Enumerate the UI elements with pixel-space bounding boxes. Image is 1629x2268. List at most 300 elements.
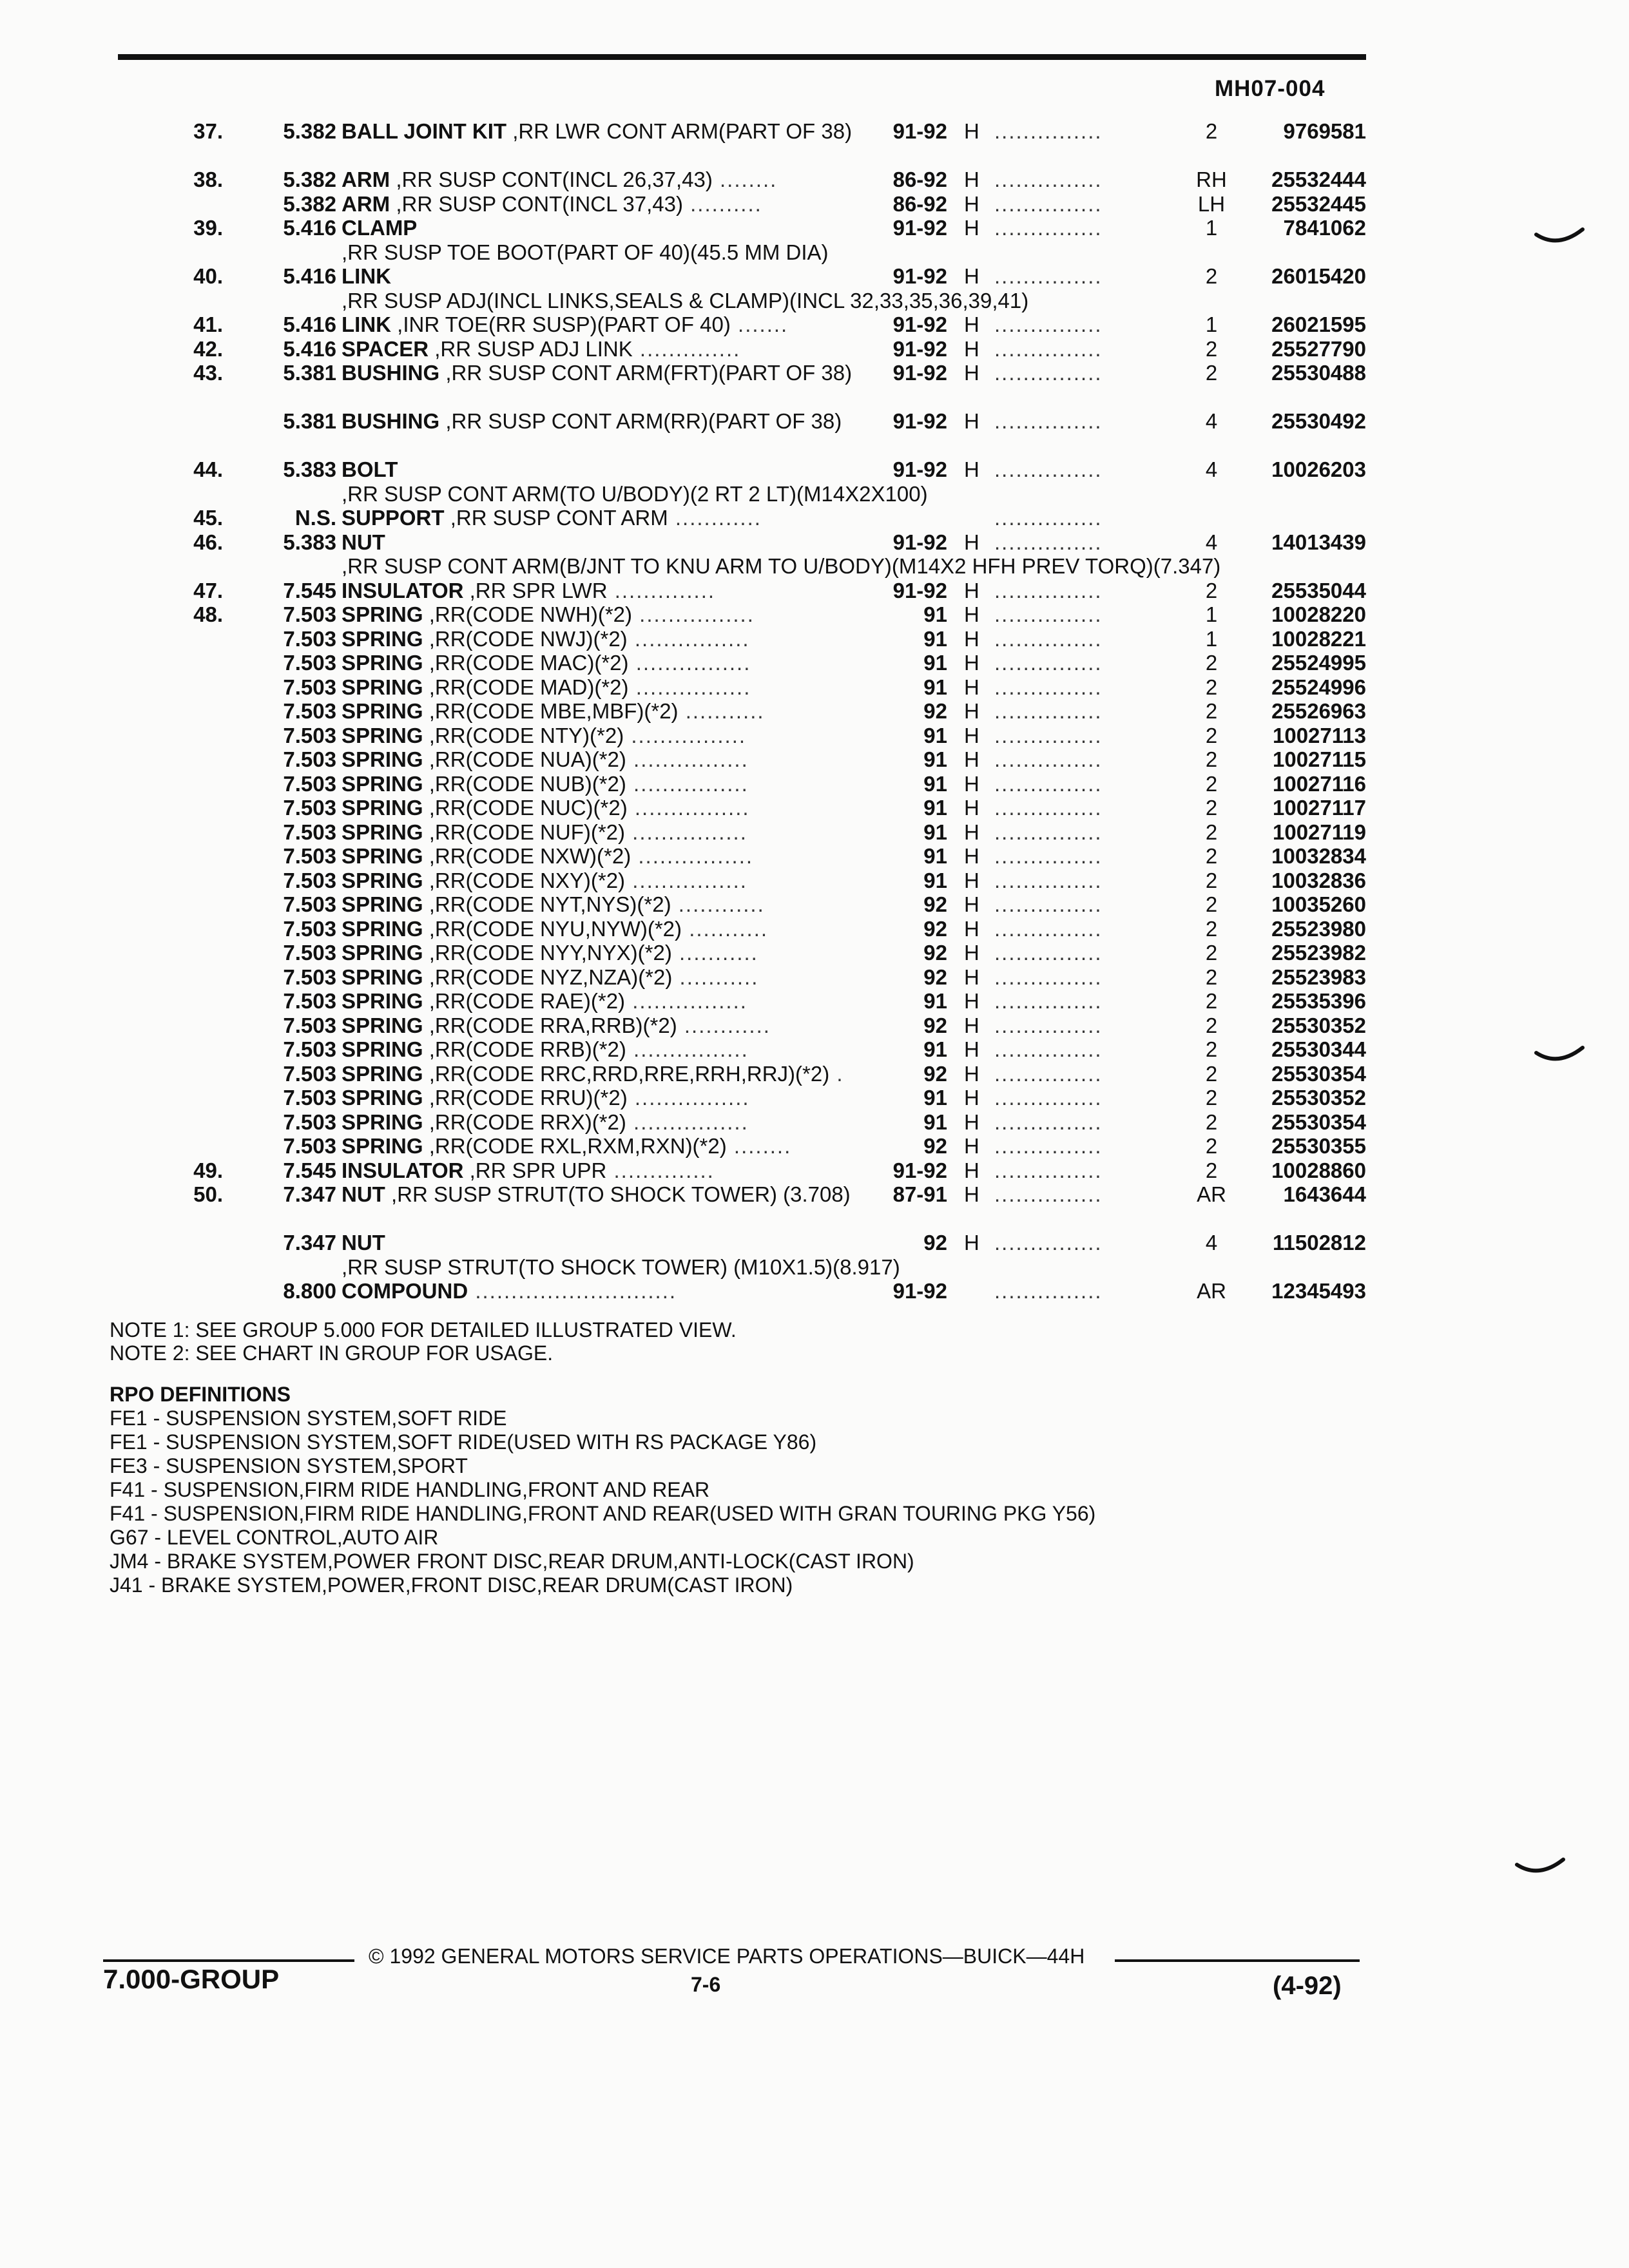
page-number: 7-6 bbox=[691, 1973, 721, 1996]
group-number: 5.382 bbox=[283, 119, 336, 143]
quantity: 4 bbox=[1205, 409, 1218, 433]
part-description bbox=[342, 651, 863, 675]
part-description bbox=[342, 1086, 863, 1110]
table-row bbox=[0, 1037, 1629, 1062]
part-detail: ,RR(CODE NYT,NYS)(*2) bbox=[423, 892, 671, 916]
quantity: 2 bbox=[1205, 651, 1218, 675]
table-row bbox=[0, 892, 1629, 917]
part-description bbox=[342, 1182, 863, 1207]
part-detail: ,RR SUSP CONT ARM(RR)(PART OF 38) bbox=[439, 409, 842, 433]
series-code: H bbox=[964, 626, 979, 651]
ref-number: 41. bbox=[193, 312, 223, 336]
part-name: LINK bbox=[342, 312, 391, 336]
part-number: 14013439 bbox=[1271, 530, 1366, 554]
leader-dots: ................ bbox=[631, 844, 754, 868]
leader-dots: ................ bbox=[626, 1037, 749, 1061]
table-row bbox=[0, 747, 1629, 772]
quantity: 2 bbox=[1205, 675, 1218, 699]
part-description bbox=[342, 1014, 863, 1038]
part-description bbox=[342, 506, 863, 530]
part-description bbox=[342, 216, 863, 264]
leader-dots: ............... bbox=[994, 457, 1103, 481]
table-row bbox=[0, 457, 1629, 506]
part-name: SPRING bbox=[342, 820, 423, 844]
part-number: 25532445 bbox=[1271, 191, 1366, 216]
part-detail: ,RR SUSP CONT ARM(FRT)(PART OF 38) bbox=[439, 361, 853, 385]
part-detail: ,RR(CODE RRB)(*2) bbox=[423, 1037, 626, 1061]
leader-dots: ............... bbox=[994, 1158, 1103, 1182]
part-detail: ,RR(CODE RRU)(*2) bbox=[423, 1086, 628, 1110]
leader-dots: ................ bbox=[632, 602, 755, 626]
group-number: 7.347 bbox=[283, 1231, 336, 1254]
group-number: 5.416 bbox=[283, 336, 336, 361]
leader-dots: ............... bbox=[994, 916, 1103, 941]
quantity: 2 bbox=[1205, 771, 1218, 796]
part-detail: ,RR SUSP ADJ(INCL LINKS,SEALS & CLAMP)(INCL 32,33,35,36,39,41) bbox=[342, 288, 1029, 312]
part-detail: ,RR(CODE RXL,RXM,RXN)(*2) bbox=[423, 1134, 727, 1158]
leader-dots: ........... bbox=[682, 916, 769, 941]
leader-dots: ................ bbox=[628, 675, 751, 699]
leader-dots: ............... bbox=[994, 336, 1103, 361]
ref-number: 39. bbox=[193, 216, 223, 240]
part-name: SPRING bbox=[342, 989, 423, 1013]
leader-dots: ............................ bbox=[468, 1279, 677, 1303]
table-row bbox=[0, 409, 1629, 457]
part-detail: ,RR(CODE NYZ,NZA)(*2) bbox=[423, 965, 673, 989]
leader-dots: ............... bbox=[994, 1134, 1103, 1158]
leader-dots: ............... bbox=[994, 941, 1103, 965]
part-number: 1643644 bbox=[1283, 1182, 1366, 1206]
part-description bbox=[342, 409, 863, 434]
part-detail: ,RR(CODE MBE,MBF)(*2) bbox=[423, 699, 679, 723]
part-number: 10028860 bbox=[1271, 1158, 1366, 1182]
part-description bbox=[342, 1110, 863, 1135]
leader-dots: ............... bbox=[994, 1182, 1103, 1206]
quantity: 2 bbox=[1205, 578, 1218, 602]
ref-number: 48. bbox=[193, 602, 223, 626]
leader-dots: ................ bbox=[625, 820, 747, 844]
part-name: SPRING bbox=[342, 626, 423, 651]
model-years: 91 bbox=[923, 723, 947, 747]
model-years: 91-92 bbox=[892, 409, 947, 433]
part-description bbox=[342, 844, 863, 869]
model-years: 92 bbox=[923, 916, 947, 941]
part-description bbox=[342, 796, 863, 820]
model-years: 91 bbox=[923, 675, 947, 699]
note-line: NOTE 1: SEE GROUP 5.000 FOR DETAILED ILLUSTRATED VIEW. bbox=[110, 1318, 737, 1341]
leader-dots: ............... bbox=[994, 506, 1103, 530]
binding-check-mark bbox=[1514, 1856, 1566, 1881]
group-number: 7.503 bbox=[283, 1013, 336, 1037]
quantity: 2 bbox=[1205, 892, 1218, 916]
table-row bbox=[0, 506, 1629, 530]
leader-dots: ................ bbox=[627, 796, 750, 820]
model-years: 91-92 bbox=[892, 578, 947, 602]
part-name: SPRING bbox=[342, 1061, 423, 1086]
model-years: 86-92 bbox=[892, 168, 947, 191]
part-number: 10028220 bbox=[1271, 602, 1366, 626]
group-number: 5.382 bbox=[283, 168, 336, 191]
ref-number: 45. bbox=[193, 506, 223, 530]
part-number: 10027119 bbox=[1272, 820, 1366, 844]
model-years: 86-92 bbox=[892, 191, 947, 216]
ref-number: 37. bbox=[193, 119, 223, 143]
model-years: 92 bbox=[923, 941, 947, 965]
series-code: H bbox=[964, 747, 979, 771]
part-description bbox=[342, 747, 863, 772]
part-detail: ,RR(CODE NUF)(*2) bbox=[423, 820, 626, 844]
table-row bbox=[0, 119, 1629, 168]
table-row bbox=[0, 530, 1629, 579]
part-detail: ,RR(CODE NXW)(*2) bbox=[423, 844, 631, 868]
parts-table bbox=[0, 119, 1629, 1303]
part-detail: ,INR TOE(RR SUSP)(PART OF 40) bbox=[391, 312, 731, 336]
table-row bbox=[0, 361, 1629, 409]
model-years: 91 bbox=[923, 771, 947, 796]
quantity: 2 bbox=[1205, 747, 1218, 771]
ref-number: 46. bbox=[193, 530, 223, 554]
group-number: 7.503 bbox=[283, 941, 336, 965]
part-name: SPRING bbox=[342, 941, 423, 965]
model-years: 91-92 bbox=[892, 119, 947, 143]
part-number: 25530492 bbox=[1271, 409, 1366, 433]
part-detail: ,RR SUSP CONT ARM(B/JNT TO KNU ARM TO U/BODY)(M14X2 HFH PREV TORQ)(7.347) bbox=[342, 554, 1221, 578]
ref-number: 42. bbox=[193, 336, 223, 361]
footer-rule-right bbox=[1115, 1959, 1360, 1962]
leader-dots: ............... bbox=[994, 892, 1103, 916]
group-number: 7.503 bbox=[283, 675, 336, 699]
part-name: SPRING bbox=[342, 771, 423, 796]
table-row bbox=[0, 1062, 1629, 1086]
part-detail: ,RR SUSP TOE BOOT(PART OF 40)(45.5 MM DIA) bbox=[342, 240, 829, 264]
table-row bbox=[0, 675, 1629, 700]
group-number: 7.545 bbox=[283, 1158, 336, 1182]
part-detail: ,RR(CODE NUB)(*2) bbox=[423, 771, 626, 796]
quantity: 2 bbox=[1205, 1013, 1218, 1037]
model-years: 91 bbox=[923, 796, 947, 820]
part-number: 10027113 bbox=[1272, 723, 1366, 747]
model-years: 91-92 bbox=[892, 1279, 947, 1303]
part-number: 10027116 bbox=[1272, 771, 1366, 796]
quantity: 4 bbox=[1205, 530, 1218, 554]
ref-number: 47. bbox=[193, 578, 223, 602]
quantity: 2 bbox=[1205, 1086, 1218, 1110]
series-code: H bbox=[964, 409, 979, 433]
part-detail: ,RR SPR LWR bbox=[463, 578, 608, 602]
rpo-item: F41 - SUSPENSION,FIRM RIDE HANDLING,FRONT AND REAR bbox=[110, 1478, 710, 1501]
series-code: H bbox=[964, 361, 979, 385]
part-detail: ,RR(CODE NUC)(*2) bbox=[423, 796, 628, 820]
series-code: H bbox=[964, 264, 979, 288]
table-row bbox=[0, 869, 1629, 893]
group-number: 7.503 bbox=[283, 699, 336, 723]
part-number: 26021595 bbox=[1271, 312, 1366, 336]
date-code: (4-92) bbox=[1273, 1972, 1342, 2000]
quantity: 2 bbox=[1205, 965, 1218, 989]
group-number: 7.503 bbox=[283, 626, 336, 651]
quantity: 2 bbox=[1205, 868, 1218, 892]
group-number: 7.503 bbox=[283, 892, 336, 916]
part-name: INSULATOR bbox=[342, 1158, 464, 1182]
table-row bbox=[0, 651, 1629, 675]
leader-dots: ............... bbox=[994, 699, 1103, 723]
part-description bbox=[342, 941, 863, 965]
part-number: 26015420 bbox=[1271, 264, 1366, 288]
leader-dots: ................ bbox=[625, 868, 747, 892]
part-name: SPRING bbox=[342, 723, 423, 747]
group-number: 7.503 bbox=[283, 651, 336, 675]
part-name: ARM bbox=[342, 191, 390, 216]
rpo-item: F41 - SUSPENSION,FIRM RIDE HANDLING,FRONT AND REAR(USED WITH GRAN TOURING PKG Y56) bbox=[110, 1502, 1096, 1525]
model-years: 91 bbox=[923, 868, 947, 892]
rpo-title: RPO DEFINITIONS bbox=[110, 1383, 291, 1406]
leader-dots: ............... bbox=[994, 1013, 1103, 1037]
quantity: 2 bbox=[1205, 844, 1218, 868]
leader-dots: ............... bbox=[994, 965, 1103, 989]
table-row bbox=[0, 699, 1629, 724]
group-number: 7.503 bbox=[283, 1086, 336, 1110]
series-code: H bbox=[964, 1231, 979, 1254]
table-row bbox=[0, 1182, 1629, 1231]
model-years: 91-92 bbox=[892, 216, 947, 240]
part-description bbox=[342, 602, 863, 627]
table-row bbox=[0, 312, 1629, 337]
leader-dots: ............... bbox=[994, 747, 1103, 771]
part-description bbox=[342, 699, 863, 724]
model-years: 92 bbox=[923, 892, 947, 916]
leader-dots: ............... bbox=[994, 675, 1103, 699]
ref-number: 50. bbox=[193, 1182, 223, 1206]
part-detail: ,RR(CODE MAC)(*2) bbox=[423, 651, 629, 675]
series-code: H bbox=[964, 844, 979, 868]
part-number: 12345493 bbox=[1271, 1279, 1366, 1303]
group-number: 8.800 bbox=[283, 1279, 336, 1303]
part-description bbox=[342, 337, 863, 361]
leader-dots: ............... bbox=[994, 1086, 1103, 1110]
leader-dots: ................ bbox=[626, 771, 749, 796]
part-description bbox=[342, 1037, 863, 1062]
leader-dots: ............... bbox=[994, 1037, 1103, 1061]
series-code: H bbox=[964, 1037, 979, 1061]
part-description bbox=[342, 168, 863, 192]
part-description bbox=[342, 820, 863, 845]
leader-dots: .......... bbox=[682, 191, 762, 216]
part-number: 25530488 bbox=[1271, 361, 1366, 385]
part-detail: ,RR LWR CONT ARM(PART OF 38) bbox=[506, 119, 853, 143]
part-name: SUPPORT bbox=[342, 506, 445, 530]
quantity: 2 bbox=[1205, 1037, 1218, 1061]
quantity: 2 bbox=[1205, 264, 1218, 288]
quantity: 2 bbox=[1205, 820, 1218, 844]
group-number: 7.503 bbox=[283, 965, 336, 989]
part-detail: ,RR SUSP CONT ARM(TO U/BODY)(2 RT 2 LT)(M14X2X100) bbox=[342, 481, 928, 506]
quantity: 2 bbox=[1205, 361, 1218, 385]
part-name: ARM bbox=[342, 168, 390, 191]
leader-dots: ............... bbox=[994, 723, 1103, 747]
leader-dots: ........ bbox=[712, 168, 778, 191]
part-number: 25530354 bbox=[1271, 1061, 1366, 1086]
part-detail: ,RR(CODE RRX)(*2) bbox=[423, 1110, 626, 1134]
model-years: 91-92 bbox=[892, 312, 947, 336]
part-description bbox=[342, 965, 863, 990]
table-row bbox=[0, 989, 1629, 1014]
leader-dots: ............... bbox=[994, 1279, 1103, 1303]
model-years: 91 bbox=[923, 844, 947, 868]
table-row bbox=[0, 216, 1629, 264]
group-number: 5.383 bbox=[283, 530, 336, 554]
model-years: 91-92 bbox=[892, 264, 947, 288]
leader-dots: . bbox=[829, 1061, 844, 1086]
quantity: 2 bbox=[1205, 1134, 1218, 1158]
part-description bbox=[342, 1158, 863, 1183]
quantity: 2 bbox=[1205, 1158, 1218, 1182]
part-number: 25530354 bbox=[1271, 1110, 1366, 1134]
leader-dots: ............... bbox=[994, 216, 1103, 240]
table-row bbox=[0, 724, 1629, 748]
leader-dots: .............. bbox=[607, 578, 716, 602]
notes-section bbox=[110, 1318, 737, 1365]
model-years: 91-92 bbox=[892, 530, 947, 554]
leader-dots: ............... bbox=[994, 1231, 1103, 1254]
series-code: H bbox=[964, 699, 979, 723]
ref-number: 49. bbox=[193, 1158, 223, 1182]
leader-dots: ............... bbox=[994, 602, 1103, 626]
part-name: SPRING bbox=[342, 1110, 423, 1134]
table-row bbox=[0, 627, 1629, 651]
leader-dots: ............ bbox=[677, 1013, 771, 1037]
group-number: 5.382 bbox=[283, 191, 336, 216]
series-code: H bbox=[964, 119, 979, 143]
part-number: 25535396 bbox=[1271, 989, 1366, 1013]
part-number: 10027115 bbox=[1272, 747, 1366, 771]
model-years: 91-92 bbox=[892, 1158, 947, 1182]
part-detail: ,RR SUSP STRUT(TO SHOCK TOWER) (3.708) bbox=[385, 1182, 851, 1206]
leader-dots: ........... bbox=[678, 699, 765, 723]
group-number: N.S. bbox=[294, 506, 336, 530]
rpo-item: FE3 - SUSPENSION SYSTEM,SPORT bbox=[110, 1454, 468, 1477]
series-code: H bbox=[964, 675, 979, 699]
model-years: 91 bbox=[923, 747, 947, 771]
series-code: H bbox=[964, 651, 979, 675]
part-detail: ,RR(CODE NUA)(*2) bbox=[423, 747, 626, 771]
part-description bbox=[342, 579, 863, 603]
series-code: H bbox=[964, 916, 979, 941]
part-name: SPRING bbox=[342, 699, 423, 723]
part-description bbox=[342, 1279, 863, 1303]
leader-dots: ............... bbox=[994, 264, 1103, 288]
leader-dots: ............... bbox=[994, 191, 1103, 216]
rpo-item: FE1 - SUSPENSION SYSTEM,SOFT RIDE(USED WITH RS PACKAGE Y86) bbox=[110, 1430, 817, 1454]
part-name: NUT bbox=[342, 530, 385, 554]
quantity: RH bbox=[1196, 168, 1227, 191]
table-row bbox=[0, 1086, 1629, 1110]
rpo-item: JM4 - BRAKE SYSTEM,POWER FRONT DISC,REAR DRUM,ANTI-LOCK(CAST IRON) bbox=[110, 1550, 914, 1573]
part-name: INSULATOR bbox=[342, 578, 464, 602]
leader-dots: .............. bbox=[632, 336, 741, 361]
part-description bbox=[342, 627, 863, 651]
leader-dots: ........... bbox=[671, 941, 758, 965]
rpo-definitions bbox=[110, 1383, 1095, 1597]
model-years: 91 bbox=[923, 1086, 947, 1110]
rpo-item: J41 - BRAKE SYSTEM,POWER,FRONT DISC,REAR DRUM(CAST IRON) bbox=[110, 1573, 793, 1597]
part-name: NUT bbox=[342, 1182, 385, 1206]
leader-dots: ................ bbox=[627, 626, 750, 651]
part-detail: ,RR(CODE NXY)(*2) bbox=[423, 868, 626, 892]
ref-number: 44. bbox=[193, 457, 223, 481]
part-name: NUT bbox=[342, 1231, 385, 1254]
part-number: 10028221 bbox=[1271, 626, 1366, 651]
model-years: 91 bbox=[923, 1037, 947, 1061]
group-number: 7.503 bbox=[283, 602, 336, 626]
table-row bbox=[0, 1134, 1629, 1158]
leader-dots: ........ bbox=[726, 1134, 792, 1158]
part-description bbox=[342, 192, 863, 216]
quantity: 2 bbox=[1205, 1061, 1218, 1086]
model-years: 91 bbox=[923, 626, 947, 651]
part-description bbox=[342, 989, 863, 1014]
footer-rule-left bbox=[103, 1959, 354, 1962]
series-code: H bbox=[964, 530, 979, 554]
leader-dots: ............... bbox=[994, 530, 1103, 554]
series-code: H bbox=[964, 216, 979, 240]
part-number: 10035260 bbox=[1271, 892, 1366, 916]
series-code: H bbox=[964, 1013, 979, 1037]
model-years: 92 bbox=[923, 699, 947, 723]
part-number: 10026203 bbox=[1271, 457, 1366, 481]
part-detail: ,RR SUSP CONT ARM bbox=[444, 506, 668, 530]
table-row bbox=[0, 1158, 1629, 1183]
quantity: 2 bbox=[1205, 916, 1218, 941]
series-code: H bbox=[964, 168, 979, 191]
part-name: COMPOUND bbox=[342, 1279, 468, 1303]
leader-dots: ............... bbox=[994, 771, 1103, 796]
part-description bbox=[342, 1062, 863, 1086]
part-number: 25524996 bbox=[1271, 675, 1366, 699]
part-detail: ,RR SUSP ADJ LINK bbox=[429, 336, 633, 361]
group-number: 7.503 bbox=[283, 916, 336, 941]
table-row bbox=[0, 820, 1629, 845]
part-number: 25524995 bbox=[1271, 651, 1366, 675]
part-name: SPRING bbox=[342, 602, 423, 626]
part-detail: ,RR(CODE NTY)(*2) bbox=[423, 723, 624, 747]
part-description bbox=[342, 917, 863, 941]
model-years: 91-92 bbox=[892, 336, 947, 361]
part-description bbox=[342, 1134, 863, 1158]
part-name: SPRING bbox=[342, 1013, 423, 1037]
leader-dots: ................ bbox=[627, 1086, 750, 1110]
part-number: 25530352 bbox=[1271, 1086, 1366, 1110]
table-row bbox=[0, 192, 1629, 216]
leader-dots: ............... bbox=[994, 1061, 1103, 1086]
part-detail: ,RR SUSP STRUT(TO SHOCK TOWER) (M10X1.5)(8.917) bbox=[342, 1254, 900, 1279]
part-description bbox=[342, 361, 863, 385]
group-number: 7.503 bbox=[283, 796, 336, 820]
leader-dots: ................ bbox=[626, 747, 749, 771]
series-code: H bbox=[964, 312, 979, 336]
group-number: 7.503 bbox=[283, 1061, 336, 1086]
table-row bbox=[0, 772, 1629, 796]
part-number: 25523982 bbox=[1271, 941, 1366, 965]
leader-dots: ............... bbox=[994, 844, 1103, 868]
part-detail: ,RR(CODE RRA,RRB)(*2) bbox=[423, 1013, 677, 1037]
part-number: 10032834 bbox=[1271, 844, 1366, 868]
part-detail: ,RR(CODE NYY,NYX)(*2) bbox=[423, 941, 672, 965]
quantity: LH bbox=[1197, 191, 1226, 216]
table-row bbox=[0, 917, 1629, 941]
series-code: H bbox=[964, 868, 979, 892]
part-number: 25530352 bbox=[1271, 1013, 1366, 1037]
series-code: H bbox=[964, 578, 979, 602]
